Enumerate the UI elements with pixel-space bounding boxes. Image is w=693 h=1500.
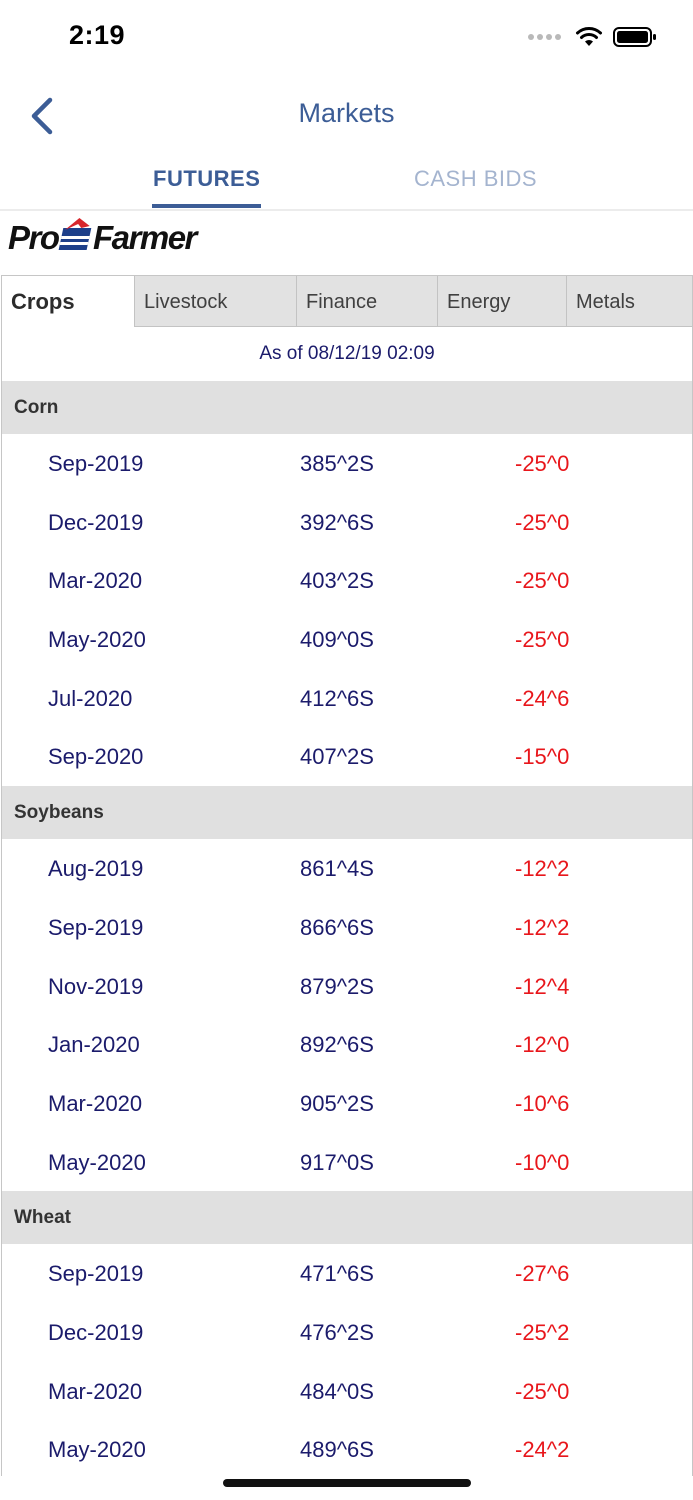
table-row[interactable] <box>2 551 692 610</box>
market-tabs <box>0 156 693 211</box>
change: -27^6 <box>515 1261 570 1287</box>
contract-month: Sep-2019 <box>48 451 144 476</box>
price: 385^2S <box>300 451 374 476</box>
category-tab-crops[interactable]: Crops <box>2 276 135 327</box>
change: -12^2 <box>515 856 570 882</box>
price: 879^2S <box>300 973 374 999</box>
price: 409^0S <box>300 627 374 653</box>
contract-month: Sep-2019 <box>48 914 144 940</box>
price: 892^6S <box>300 1032 374 1058</box>
as-of-timestamp: As of 08/12/19 02:09 <box>259 343 435 364</box>
table-row[interactable] <box>2 1362 692 1421</box>
change: -12^0 <box>515 1032 570 1058</box>
change: -25^0 <box>515 568 570 594</box>
table-row[interactable] <box>2 1015 692 1074</box>
table-row[interactable] <box>2 434 692 493</box>
change: -25^0 <box>515 627 570 653</box>
change: -15^0 <box>515 744 570 770</box>
price: 412^6S <box>300 685 374 711</box>
table-row[interactable] <box>2 898 692 957</box>
pro-farmer-logo <box>8 212 204 258</box>
table-row[interactable] <box>2 1244 692 1303</box>
contract-month: Jul-2020 <box>48 685 133 711</box>
nav-bar <box>0 76 693 156</box>
category-tab-metals[interactable]: Metals <box>567 276 692 327</box>
contract-month: Mar-2020 <box>48 568 143 594</box>
category-tab-energy[interactable]: Energy <box>438 276 567 327</box>
market-widget <box>1 275 693 1476</box>
active-tab-indicator <box>152 204 261 208</box>
contract-month: May-2020 <box>48 1149 146 1175</box>
table-row[interactable] <box>2 1303 692 1362</box>
table-row[interactable] <box>2 1420 692 1476</box>
contract-month: Mar-2020 <box>48 1090 143 1116</box>
change: -24^6 <box>515 685 570 711</box>
contract-month: May-2020 <box>48 1437 146 1463</box>
price: 484^0S <box>300 1378 374 1404</box>
table-row[interactable] <box>2 1074 692 1133</box>
svg-text:Farmer: Farmer <box>93 219 196 256</box>
category-tab-livestock[interactable]: Livestock <box>135 276 297 327</box>
table-row[interactable] <box>2 727 692 786</box>
contract-month: Dec-2019 <box>48 509 144 535</box>
svg-text:Pro: Pro <box>8 219 59 256</box>
contract-month: Dec-2019 <box>48 1319 144 1345</box>
change: -25^2 <box>515 1319 570 1345</box>
change: -10^6 <box>515 1090 570 1116</box>
contract-month: May-2020 <box>48 627 146 653</box>
change: -25^0 <box>515 451 570 476</box>
change: -24^2 <box>515 1437 570 1463</box>
battery-icon <box>613 26 657 48</box>
price: 866^6S <box>300 914 374 940</box>
category-tabs <box>2 276 692 327</box>
price: 917^0S <box>300 1149 374 1175</box>
price: 407^2S <box>300 744 374 770</box>
change: -25^0 <box>515 1378 570 1404</box>
group-header-corn: Corn <box>2 381 692 434</box>
home-indicator <box>223 1479 471 1487</box>
contract-month: Nov-2019 <box>48 973 144 999</box>
price: 471^6S <box>300 1261 374 1287</box>
price: 861^4S <box>300 856 374 882</box>
contract-month: Aug-2019 <box>48 856 144 882</box>
contract-month: Jan-2020 <box>48 1032 140 1058</box>
price: 476^2S <box>300 1319 374 1345</box>
wifi-icon <box>575 26 603 48</box>
contract-month: Sep-2020 <box>48 744 144 770</box>
status-time: 2:19 <box>69 20 126 50</box>
table-row[interactable] <box>2 669 692 728</box>
price: 489^6S <box>300 1437 374 1463</box>
price: 403^2S <box>300 568 374 594</box>
price: 392^6S <box>300 509 374 535</box>
table-row[interactable] <box>2 493 692 552</box>
contract-month: Sep-2019 <box>48 1261 144 1287</box>
table-row[interactable] <box>2 610 692 669</box>
tab-futures[interactable]: FUTURES <box>153 166 261 191</box>
change: -25^0 <box>515 509 570 535</box>
tab-cash-bids[interactable]: CASH BIDS <box>414 166 538 191</box>
change: -10^0 <box>515 1149 570 1175</box>
page-title: Markets <box>298 98 395 128</box>
group-header-soybeans: Soybeans <box>2 786 692 839</box>
change: -12^2 <box>515 914 570 940</box>
contract-month: Mar-2020 <box>48 1378 143 1404</box>
status-icons <box>528 26 657 48</box>
category-tab-finance[interactable]: Finance <box>297 276 438 327</box>
table-row[interactable] <box>2 957 692 1016</box>
price: 905^2S <box>300 1090 374 1116</box>
change: -12^4 <box>515 973 570 999</box>
table-row[interactable] <box>2 1133 692 1192</box>
signal-icon <box>528 34 561 40</box>
status-bar <box>0 0 693 76</box>
group-header-wheat: Wheat <box>2 1191 692 1244</box>
table-row[interactable] <box>2 839 692 898</box>
